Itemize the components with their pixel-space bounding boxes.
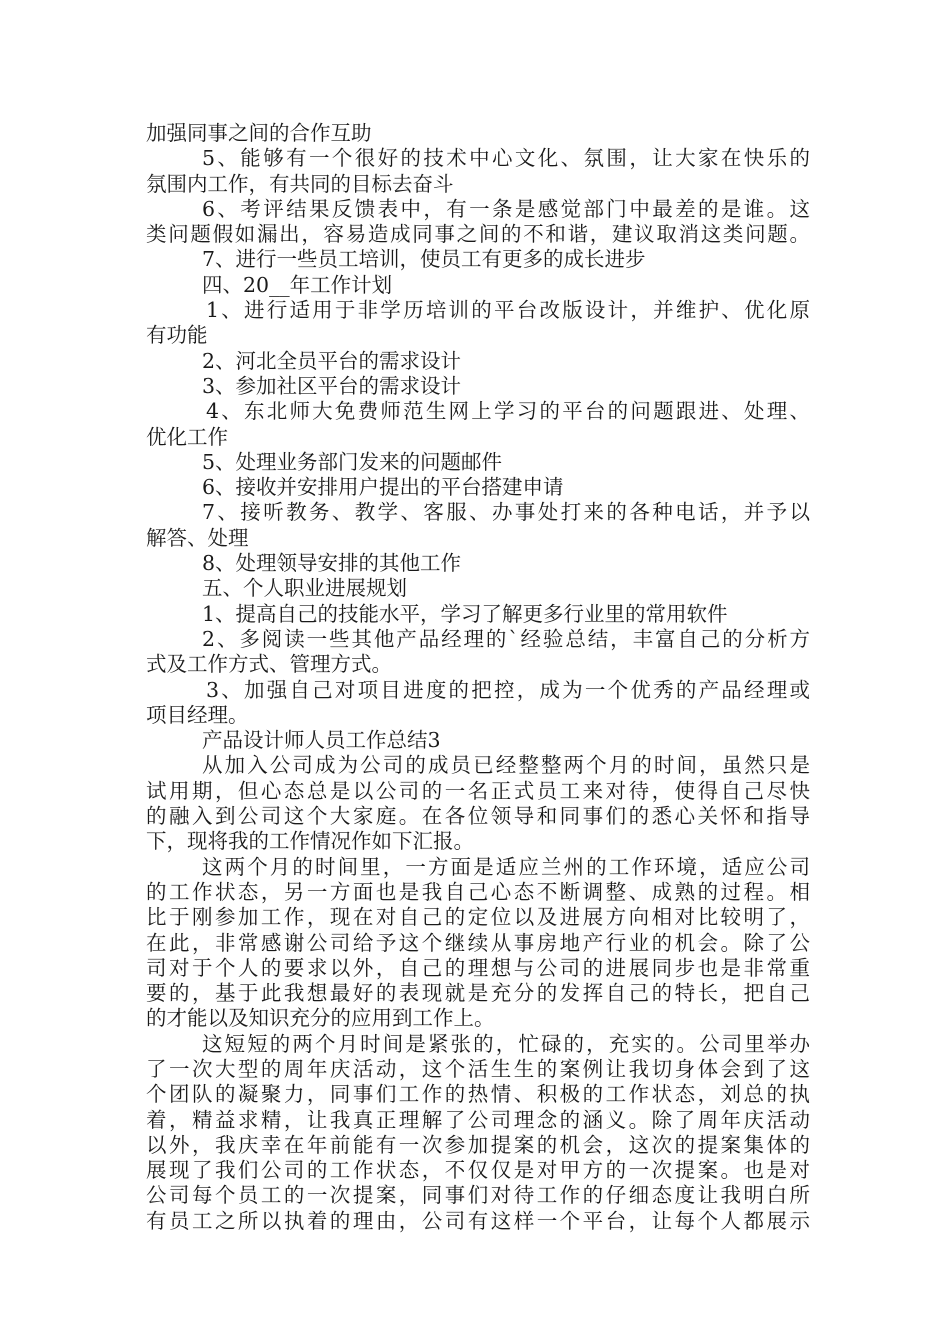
text-line: 1、进行适用于非学历培训的平台改版设计，并维护、优化原	[206, 298, 810, 323]
text-line: 类问题假如漏出，容易造成同事之间的不和谐，建议取消这类问题。	[146, 222, 810, 247]
text-line: 6、考评结果反馈表中，有一条是感觉部门中最差的是谁。这	[202, 196, 810, 221]
text-line: 这两个月的时间里，一方面是适应兰州的工作环境，适应公司	[202, 854, 810, 879]
text-line: 式及工作方式、管理方式。	[146, 652, 392, 677]
text-line: 3、加强自己对项目进度的把控，成为一个优秀的产品经理或	[206, 677, 810, 702]
text-line: 7、进行一些员工培训，使员工有更多的成长进步	[202, 247, 646, 272]
text-line: 司对于个人的要求以外，自己的理想与公司的进展同步也是非常重	[146, 955, 810, 980]
text-line: 以外，我庆幸在年前能有一次参加提案的机会，这次的提案集体的	[146, 1132, 810, 1157]
text-line: 在此，非常感谢公司给予这个继续从事房地产行业的机会。除了公	[146, 930, 810, 955]
text-line: 解答、处理	[146, 525, 249, 550]
text-line: 公司每个员工的一次提案，同事们对待工作的仔细态度让我明白所	[146, 1183, 810, 1208]
text-line: 着，精益求精，让我真正理解了公司理念的涵义。除了周年庆活动	[146, 1107, 810, 1132]
text-line: 5、处理业务部门发来的问题邮件	[202, 449, 503, 474]
text-line: 了一次大型的周年庆活动，这个活生生的案例让我切身体会到了这	[146, 1056, 810, 1081]
text-line: 的工作状态，另一方面也是我自己心态不断调整、成熟的过程。相	[146, 879, 810, 904]
text-line: 2、河北全员平台的需求设计	[202, 348, 462, 373]
text-line: 从加入公司成为公司的成员已经整整两个月的时间，虽然只是	[202, 753, 810, 778]
text-line: 4、东北师大免费师范生网上学习的平台的问题跟进、处理、	[206, 399, 810, 424]
text-line: 的才能以及知识充分的应用到工作上。	[146, 1006, 495, 1031]
text-line: 5、能够有一个很好的技术中心文化、氛围，让大家在快乐的	[202, 146, 810, 171]
text-line: 有员工之所以执着的理由，公司有这样一个平台，让每个人都展示	[146, 1208, 810, 1233]
text-line: 下，现将我的工作情况作如下汇报。	[146, 829, 474, 854]
text-line: 8、处理领导安排的其他工作	[202, 551, 462, 576]
text-line: 6、接收并安排用户提出的平台搭建申请	[202, 475, 564, 500]
text-line: 加强同事之间的合作互助	[146, 121, 372, 145]
text-line: 比于刚参加工作，现在对自己的定位以及进展方向相对比较明了，	[146, 905, 810, 930]
text-line: 产品设计师人员工作总结3	[202, 728, 441, 753]
text-line: 2、多阅读一些其他产品经理的`经验总结，丰富自己的分析方	[202, 626, 810, 651]
text-line: 有功能	[146, 323, 208, 348]
text-line: 3、参加社区平台的需求设计	[202, 373, 462, 398]
text-line: 四、20__年工作计划	[202, 272, 393, 297]
document-body	[146, 121, 810, 1234]
text-line: 的融入到公司这个大家庭。在各位领导和同事们的悉心关怀和指导	[146, 804, 810, 829]
text-line: 优化工作	[146, 424, 228, 449]
text-line: 五、个人职业进展规划	[202, 576, 407, 601]
text-line: 要的，基于此我想最好的表现就是充分的发挥自己的特长，把自己	[146, 981, 810, 1006]
text-line: 1、提高自己的技能水平，学习了解更多行业里的常用软件	[202, 601, 728, 626]
text-line: 展现了我们公司的工作状态，不仅仅是对甲方的一次提案。也是对	[146, 1158, 810, 1183]
text-line: 试用期，但心态总是以公司的一名正式员工来对待，使得自己尽快	[146, 778, 810, 803]
text-line: 个团队的凝聚力，同事们工作的热情、积极的工作状态，刘总的执	[146, 1082, 810, 1107]
text-line: 氛围内工作，有共同的目标去奋斗	[146, 171, 454, 196]
text-line: 这短短的两个月时间是紧张的，忙碌的，充实的。公司里举办	[202, 1031, 810, 1056]
text-line: 7、接听教务、教学、客服、办事处打来的各种电话，并予以	[202, 500, 810, 525]
text-line: 项目经理。	[146, 702, 249, 727]
